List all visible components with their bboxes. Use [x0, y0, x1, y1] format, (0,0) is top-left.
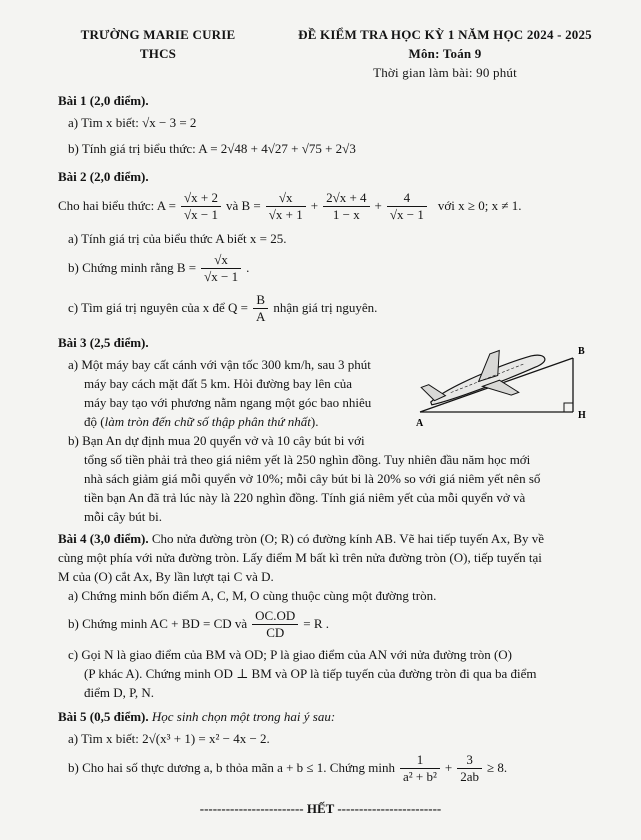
bai2-c-suffix: nhận giá trị nguyên. — [273, 299, 378, 315]
bai5-b-suffix: ≥ 8. — [487, 759, 508, 775]
bai5-title: Bài 5 (0,5 điểm). — [58, 709, 149, 724]
bai2-title: Bài 2 (2,0 điểm). — [58, 169, 149, 184]
fraction-b3-num: 4 — [387, 190, 427, 207]
bai3-a-rounding-note: làm tròn đến chữ số thập phân thứ nhất — [104, 414, 311, 429]
fraction-a-num: √x + 2 — [181, 190, 221, 207]
bai4-a: a) Chứng minh bốn điểm A, C, M, O cùng thuộc cùng một đường tròn. — [68, 588, 437, 603]
fraction-f1-den: a² + b² — [403, 768, 437, 784]
bai1-a: a) Tìm x biết: √x − 3 = 2 — [68, 115, 197, 130]
fraction-q-num: B — [253, 292, 268, 309]
bai3-a-line4 — [84, 413, 318, 432]
fraction-b1-den: √x + 1 — [268, 206, 303, 222]
fraction-a-den: √x − 1 — [184, 206, 218, 222]
bai4-c-line1: c) Gọi N là giao điểm của BM và OD; P là giao điểm của AN với nửa đường tròn (O) — [68, 647, 512, 662]
bai1-b: b) Tính giá trị biểu thức: A = 2√48 + 4√27 + √75 + 2√3 — [68, 141, 356, 156]
bai3-a-line3: máy bay tạo với phương nằm ngang một góc bao nhiêu — [84, 395, 372, 410]
bai4-b-suffix: = R . — [303, 615, 330, 631]
fraction-a — [181, 190, 221, 222]
bai2-and: và B = — [225, 197, 261, 213]
exam-time: Thời gian làm bài: 90 phút — [373, 64, 517, 80]
fraction-three-over-2ab — [457, 752, 482, 784]
bai5-a: a) Tìm x biết: 2√(x³ + 1) = x² − 4x − 2. — [68, 731, 270, 746]
fraction-b-result — [201, 252, 241, 284]
fraction-oc-od-den: CD — [266, 624, 285, 640]
bai2-plus1: + — [310, 197, 319, 213]
bai3-a-line2: máy bay cách mặt đất 5 km. Hỏi đường bay lên của — [84, 376, 353, 391]
fraction-q — [253, 292, 268, 324]
bai5-note: Học sinh chọn một trong hai ý sau: — [151, 709, 336, 724]
bai3-title: Bài 3 (2,5 điểm). — [58, 335, 149, 350]
bai5-b-prefix: b) Cho hai số thực dương a, b thỏa mãn a + b ≤ 1. Chứng minh — [68, 759, 395, 775]
fraction-b3-den: √x − 1 — [389, 206, 424, 222]
bai2-intro-prefix: Cho hai biểu thức: A = — [58, 197, 177, 213]
exam-title: ĐỀ KIỂM TRA HỌC KỲ 1 NĂM HỌC 2024 - 2025 — [298, 27, 592, 42]
bai4-intro-line3: M của (O) cắt Ax, By lần lượt tại C và D. — [58, 569, 274, 584]
bai3-b-line4: tiền bạn An đã trả lúc này là 220 nghìn đồng. Tính giá niêm yết của mỗi quyển vở và — [84, 490, 526, 505]
fraction-b2-num: 2√x + 4 — [323, 190, 369, 207]
label-b: B — [578, 346, 585, 357]
fraction-f2-den: 2ab — [460, 768, 480, 784]
bai4-b — [68, 608, 329, 640]
bai4-intro-line2: cùng một phía với nửa đường tròn. Lấy điểm M bất kì trên nửa đường tròn (O), tiếp tuyến tại — [58, 550, 542, 565]
label-a: A — [416, 418, 424, 429]
fraction-oc-od-num: OC.OD — [252, 608, 298, 625]
bai2-c — [68, 292, 377, 324]
fraction-one-over-sum-squares — [400, 752, 440, 784]
fraction-b2 — [323, 190, 369, 222]
bai3-b-line5: mỗi cây bút bi. — [84, 509, 162, 524]
fraction-b-result-num: √x — [201, 252, 241, 269]
school-name: TRƯỜNG MARIE CURIE — [80, 27, 236, 42]
bai4-intro-text1: Cho nửa đường tròn (O; R) có đường kính AB. Vẽ hai tiếp tuyến Ax, By về — [151, 531, 545, 546]
bai2-a: a) Tính giá trị của biểu thức A biết x = 25. — [68, 231, 287, 246]
right-angle-mark — [564, 403, 573, 412]
fraction-b2-den: 1 − x — [332, 206, 360, 222]
bai1-title: Bài 1 (2,0 điểm). — [58, 93, 149, 108]
bai3-b-line1: b) Bạn An dự định mua 20 quyển vở và 10 cây bút bi với — [68, 433, 365, 448]
bai4-c-line3: điểm D, P, N. — [84, 685, 155, 700]
label-h: H — [578, 410, 586, 421]
bai4-intro-line1 — [58, 530, 544, 549]
fraction-f1-num: 1 — [400, 752, 440, 769]
bai5-plus: + — [444, 759, 453, 775]
bai4-b-prefix: b) Chứng minh AC + BD = CD và — [68, 615, 248, 631]
bai2-c-prefix: c) Tìm giá trị nguyên của x để Q = — [68, 299, 249, 315]
bai2-b — [68, 252, 249, 284]
fraction-q-den: A — [256, 308, 266, 324]
school-header — [58, 26, 258, 64]
end-marker: ------------------------ HẾT ------------------------ — [199, 801, 442, 816]
exam-subject: Môn: Toán 9 — [408, 45, 482, 61]
bai2-b-prefix: b) Chứng minh rằng B = — [68, 259, 197, 275]
bai3-b-line3: nhà sách giảm giá mỗi quyển vở 10%; mỗi cây bút bi là 20% so với giá niêm yết nên số — [84, 471, 541, 486]
bai5-b — [68, 752, 507, 784]
fraction-b1 — [266, 190, 306, 222]
bai4-title: Bài 4 (3,0 điểm). — [58, 531, 149, 546]
bai2-condition: với x ≥ 0; x ≠ 1. — [437, 197, 522, 213]
fraction-b1-num: √x — [266, 190, 306, 207]
bai3-b-line2: tổng số tiền phải trả theo giá niêm yết là 250 nghìn đồng. Tuy nhiên đầu năm học mới — [84, 452, 531, 467]
bai2-plus2: + — [374, 197, 382, 213]
fraction-b3 — [387, 190, 427, 222]
bai3-a-line4-start: độ ( — [84, 414, 105, 429]
exam-header — [270, 26, 620, 83]
bai2-intro — [58, 190, 521, 222]
bai5-header — [58, 708, 335, 727]
bai2-b-suffix: . — [246, 259, 250, 275]
bai3-a-line1: a) Một máy bay cất cánh với vận tốc 300 km/h, sau 3 phút — [68, 357, 371, 372]
bai4-c-line2: (P khác A). Chứng minh OD ⊥ BM và OP là tiếp tuyến của đường tròn đi qua ba điểm — [84, 666, 537, 681]
fraction-oc-od — [252, 608, 298, 640]
fraction-b-result-den: √x − 1 — [204, 268, 239, 284]
school-level: THCS — [139, 45, 177, 61]
airplane-icon — [418, 340, 552, 423]
bai3-a-line4-end: ). — [310, 414, 319, 429]
airplane-triangle-figure — [408, 340, 598, 430]
fraction-f2-num: 3 — [457, 752, 482, 769]
